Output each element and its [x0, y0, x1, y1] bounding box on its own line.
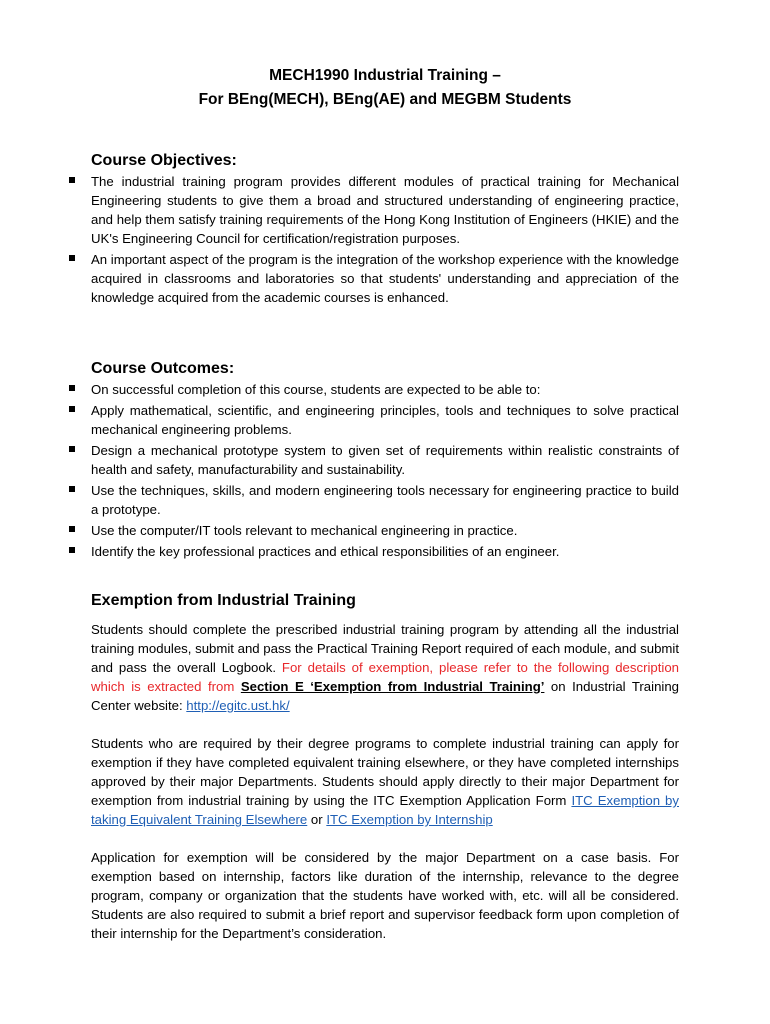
list-item	[64, 380, 679, 399]
exemption-p2-or: or	[307, 812, 327, 827]
title-line-1: MECH1990 Industrial Training –	[269, 67, 501, 84]
exemption-p1-after-ref: on Industrial Training Center website:	[91, 679, 679, 713]
title-line-2: For BEng(MECH), BEng(AE) and MEGBM Students	[198, 91, 572, 108]
course-objectives-list	[91, 172, 679, 307]
exemption-p2-text: Students who are required by their degree programs to complete industrial training can apply for exemption if they have completed equivalent training elsewhere, or they have completed internships approved by their major Departments. Students should apply directly to their major Department for exemption from industrial training by using the ITC Exemption Application Form	[91, 736, 679, 808]
outcome-text: Design a mechanical prototype system to given set of requirements within realistic constraints of health and safety, manufacturability and sustainability.	[91, 443, 679, 477]
exemption-section	[91, 590, 679, 943]
outcome-text: Apply mathematical, scientific, and engineering principles, tools and techniques to solve practical mechanical engineering problems.	[91, 403, 679, 437]
course-outcomes-section	[91, 358, 679, 561]
bullet-icon	[69, 255, 75, 261]
list-item	[64, 481, 679, 519]
bullet-icon	[69, 526, 75, 532]
exemption-p1-text: Students should complete the prescribed industrial training program by attending all the industrial training modules, submit and pass the Practical Training Report required of each module, and submit and pass the overall Logbook.	[91, 622, 679, 675]
list-item	[64, 401, 679, 439]
objective-text: An important aspect of the program is the integration of the workshop experience with the knowledge acquired in classrooms and laboratories so that students' understanding and appreciation of the knowledge acquired from the academic courses is enhanced.	[91, 252, 679, 305]
course-outcomes-heading: Course Outcomes:	[91, 360, 235, 377]
outcome-text: Use the computer/IT tools relevant to mechanical engineering in practice.	[91, 523, 518, 538]
bullet-icon	[69, 177, 75, 183]
exemption-paragraph-1	[91, 620, 679, 715]
list-item	[64, 441, 679, 479]
exemption-paragraph-2	[91, 734, 679, 829]
outcome-text: Identify the key professional practices and ethical responsibilities of an engineer.	[91, 544, 560, 559]
course-objectives-heading: Course Objectives:	[91, 152, 237, 169]
list-item	[64, 172, 679, 248]
egitc-website-link[interactable]: http://egitc.ust.hk/	[186, 698, 290, 713]
exemption-heading: Exemption from Industrial Training	[91, 592, 356, 609]
document-title	[0, 64, 770, 112]
objective-text: The industrial training program provides different modules of practical training for Mechanical Engineering students to give them a broad and structured understanding of engineering practice, and help them satisfy training requirements of the Hong Kong Institution of Engineers (HKIE) and the UK's Engineering Council for certification/registration purposes.	[91, 174, 679, 246]
outcome-text: Use the techniques, skills, and modern engineering tools necessary for engineering practice to build a prototype.	[91, 483, 679, 517]
list-item	[64, 542, 679, 561]
list-item	[64, 521, 679, 540]
section-e-reference: Section E ‘Exemption from Industrial Training’	[240, 679, 545, 694]
equivalent-training-exemption-link[interactable]: ITC Exemption by taking Equivalent Training Elsewhere	[91, 793, 679, 827]
exemption-paragraph-3: Application for exemption will be considered by the major Department on a case basis. For exemption based on internship, factors like duration of the internship, relevance to the degree program, company or organization that the students have worked with, etc. will all be considered. Students are also required to submit a brief report and supervisor feedback form upon completion of their internship for the Department’s consideration.	[91, 850, 679, 941]
course-objectives-section	[91, 150, 679, 307]
internship-exemption-link[interactable]: ITC Exemption by Internship	[326, 812, 493, 827]
exemption-p1-red-text: For details of exemption, please refer to the following description which is extracted from	[91, 660, 679, 694]
bullet-icon	[69, 547, 75, 553]
list-item	[64, 250, 679, 307]
bullet-icon	[69, 486, 75, 492]
bullet-icon	[69, 406, 75, 412]
bullet-icon	[69, 446, 75, 452]
outcome-text: On successful completion of this course, students are expected to be able to:	[91, 382, 541, 397]
bullet-icon	[69, 385, 75, 391]
course-outcomes-list	[91, 380, 679, 561]
